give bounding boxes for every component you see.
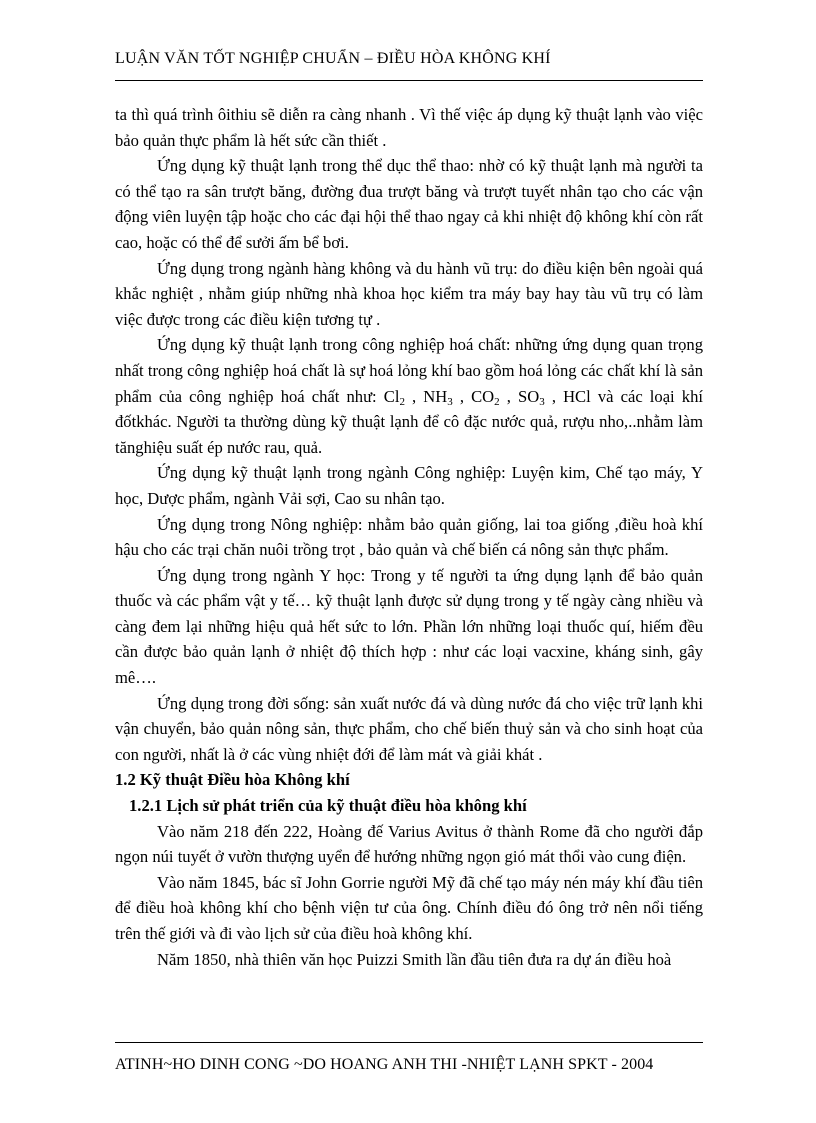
paragraph-industry: Ứng dụng kỹ thuật lạnh trong ngành Công nghiệp: Luyện kim, Chế tạo máy, Y học, Dược phẩm, ngành Vải sợi, Cao su nhân tạo. <box>115 463 703 508</box>
header-divider <box>115 80 703 81</box>
page-header: LUẬN VĂN TỐT NGHIỆP CHUẨN – ĐIỀU HÒA KHÔNG KHÍ <box>115 50 551 67</box>
paragraph-history-rome: Vào năm 218 đến 222, Hoàng đế Varius Avitus ở thành Rome đã cho người đắp ngọn núi tuyết ở vườn thượng uyển để hướng những ngọn gió mát thổi vào cung điện. <box>115 821 703 867</box>
paragraph-history-smith: Năm 1850, nhà thiên văn học Puizzi Smith lần đầu tiên đưa ra dự án điều hoà <box>157 949 672 969</box>
paragraph-sports: Ứng dụng kỹ thuật lạnh trong thể dục thể thao: nhờ có kỹ thuật lạnh mà người ta có thể tạo ra sân trượt băng, đường đua trượt băng và trượt tuyết nhân tạo cho các vận động viên luyện tập hoặc cho các đại hội thể thao ngay cả khi nhiệt độ không khí còn rất cao, hoặc có thể để sưởi ấm bể bơi. <box>115 156 703 252</box>
paragraph-history-gorrie: Vào năm 1845, bác sĩ John Gorrie người Mỹ đã chế tạo máy nén máy khí đầu tiên để điều hoà không khí cho bệnh viện tư của ông. Chính điều đó ông trở nên nổi tiếng trên thế giới và đi vào lịch sử của điều hoà không khí. <box>115 872 703 943</box>
formula-cl2: $Cl_2$ <box>383 386 405 408</box>
formula-hcl: HCl <box>563 386 591 406</box>
paragraph-daily-life: Ứng dụng trong đời sống: sản xuất nước đá và dùng nước đá cho việc trữ lạnh khi vận chuyển, bảo quản nông sản, thực phẩm, cho chế biến thuỷ sản và cho sinh hoạt của con người, nhất là ở các vùng nhiệt đới để làm mát và giải khát . <box>115 693 703 764</box>
section-heading: 1.2 Kỹ thuật Điều hòa Không khí <box>115 770 350 790</box>
page-footer: ATINH~HO DINH CONG ~DO HOANG ANH THI -NHIỆT LẠNH SPKT - 2004 <box>115 1056 654 1073</box>
formula-so3: $SO_3$ <box>518 386 545 408</box>
chemical-text-start: Ứng dụng kỹ thuật lạnh trong công nghiệp hoá chất: những ứng dụng quan trọng nhất trong công nghiệp hoá chất là sự hoá lỏng khí bao gồm hoá lỏng các chất khí là sản phẩm của công nghiệp hoá chất như: <box>115 335 703 406</box>
chemical-text-end: và các loại khí đốtkhác. Người ta thường dùng kỹ thuật lạnh để cô đặc nước quả, rượu nho,..nhằm làm tănghiệu suất ép nước rau, quả. <box>115 386 703 457</box>
paragraph-medicine: Ứng dụng trong ngành Y học: Trong y tế người ta ứng dụng lạnh để bảo quản thuốc và các phẩm vật y tế… kỹ thuật lạnh được sử dụng trong y tế ngày càng nhiều và càng đem lại những hiệu quả hết sức to lớn. Phần lớn những loại thuốc quí, hiếm đều cần được bảo quản lạnh ở nhiệt độ thích hợp : như các loại vacxine, kháng sinh, gây mê…. <box>115 565 703 688</box>
formula-nh3: $NH_3$ <box>423 386 453 408</box>
paragraph-agriculture: Ứng dụng trong Nông nghiệp: nhằm bảo quản giống, lai toa giống ,điều hoà khí hậu cho các trại chăn nuôi trồng trọt , bảo quản và chế biến cá nông sản thực phẩm. <box>115 514 703 560</box>
page-content <box>115 102 703 972</box>
paragraph-continuation: ta thì quá trình ôithiu sẽ diễn ra càng nhanh . Vì thế việc áp dụng kỹ thuật lạnh vào việc bảo quản thực phẩm là hết sức cần thiết . <box>115 105 703 150</box>
subsection-heading: 1.2.1 Lịch sử phát triển của kỹ thuật điều hòa không khí <box>129 796 527 816</box>
formula-co2: $CO_2$ <box>471 386 500 408</box>
paragraph-aerospace: Ứng dụng trong ngành hàng không và du hành vũ trụ: do điều kiện bên ngoài quá khắc nghiệt , nhằm giúp những nhà khoa học kiểm tra máy bay hay tàu vũ trụ có làm việc được trong các điều kiện tương tự . <box>115 258 703 329</box>
paragraph-chemical-industry: Ứng dụng kỹ thuật lạnh trong công nghiệp hoá chất: những ứng dụng quan trọng nhất trong công nghiệp hoá chất là sự hoá lỏng khí bao gồm hoá lỏng các chất khí là sản phẩm của công nghiệp hoá chất như: $Cl_2$ , $NH_3$ , $CO_2$ , $SO_3$ , HCl và các loại khí đốtkhác. Người ta thường dùng kỹ thuật lạnh để cô đặc nước quả, rượu nho,..nhằm làm tănghiệu suất ép nước rau, quả. <box>115 335 703 457</box>
footer-divider <box>115 1042 703 1043</box>
